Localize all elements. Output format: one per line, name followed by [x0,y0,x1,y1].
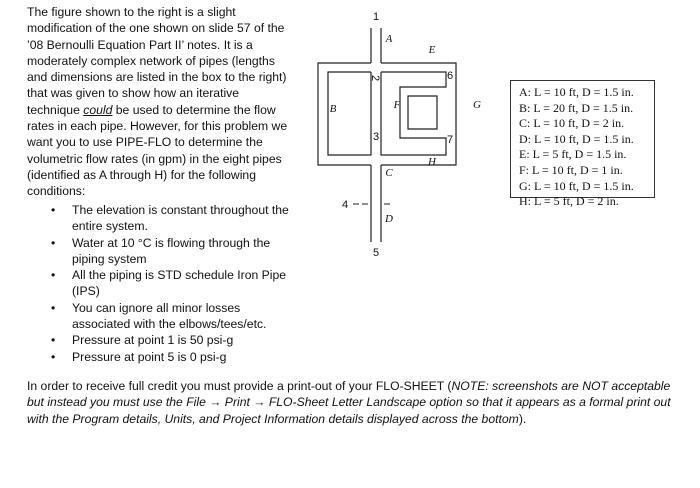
footer-note: NOTE: screenshots are NOT acceptable but instead you must use the File → Print → FLO-Sheet Letter Landscape option so that it appears as a formal print out with the Program details, Units, and Project Information details displayed across the bottom [27,379,671,426]
intro-emphasis: could [83,102,113,117]
footer-end: ). [518,411,527,426]
pipe-c-label: C [385,167,393,179]
bullet-icon: • [51,235,56,250]
dimension-row: H: L = 5 ft, D = 2 in. [519,194,619,209]
intro-text-before: The figure shown to the right is a slight modification of the one shown on slide 57 of the ’08 Bernoulli Equation Part II’ notes. It is a moderately complex network of pipes (lengths and dimensions are listed in the box to the right) that was given to show how an iterative technique [27,5,287,117]
dimension-row: F: L = 10 ft, D = 1 in. [519,162,623,177]
intro-text-after: be used to determine the flow rates in each pipe. However, for this problem we want you to use PIPE-FLO to determine the volumetric flow rates (in gpm) in the eight pipes (identified as A through H) for the following conditions: [27,102,288,199]
footer-lead: In order to receive full credit you must provide a print-out of your FLO-SHEET ( [27,379,452,393]
condition-text: The elevation is constant throughout the entire system. [72,203,289,234]
pipe-h-label: H [428,156,436,168]
pipe-dimensions-box [510,80,655,209]
pipe-e-label: E [428,44,436,56]
bullet-icon: • [51,333,56,348]
dimension-row: C: L = 10 ft, D = 2 in. [519,116,625,131]
point-5-label: 5 [372,247,380,259]
condition-text: Pressure at point 1 is 50 psi-g [72,333,234,348]
point-6-label: 6 [446,70,454,82]
condition-text: All the piping is STD schedule Iron Pipe (IPS) [72,268,287,299]
bullet-icon: • [51,300,56,315]
condition-text: You can ignore all minor losses associated with the elbows/tees/etc. [72,300,267,332]
pipe-b-label: B [329,103,337,115]
submission-instructions [27,378,677,427]
point-4-label: 4 [341,199,349,211]
point-7-label: 7 [446,134,454,146]
bullet-icon: • [51,349,56,364]
point-2-label: 2 [369,74,381,82]
pipe-a-label: A [385,33,393,45]
pipe-f-label: F [393,99,401,111]
dimension-row: G: L = 10 ft, D = 1.5 in. [519,178,634,193]
dimension-row: E: L = 5 ft, D = 1.5 in. [519,147,627,162]
dimension-row: A: L = 10 ft, D = 1.5 in. [519,85,634,99]
point-1-label: 1 [372,11,380,23]
dimension-row: B: L = 20 ft, D = 1.5 in. [519,100,634,115]
condition-text: Pressure at point 5 is 0 psi-g [72,349,227,364]
bullet-icon: • [51,268,56,283]
condition-text: Water at 10 °C is flowing through the piping system [72,235,271,266]
pipe-d-label: D [385,213,393,225]
dimension-row: D: L = 10 ft, D = 1.5 in. [519,131,634,146]
pipe-g-label: G [473,99,481,111]
point-3-label: 3 [372,131,380,143]
bullet-icon: • [51,203,56,217]
